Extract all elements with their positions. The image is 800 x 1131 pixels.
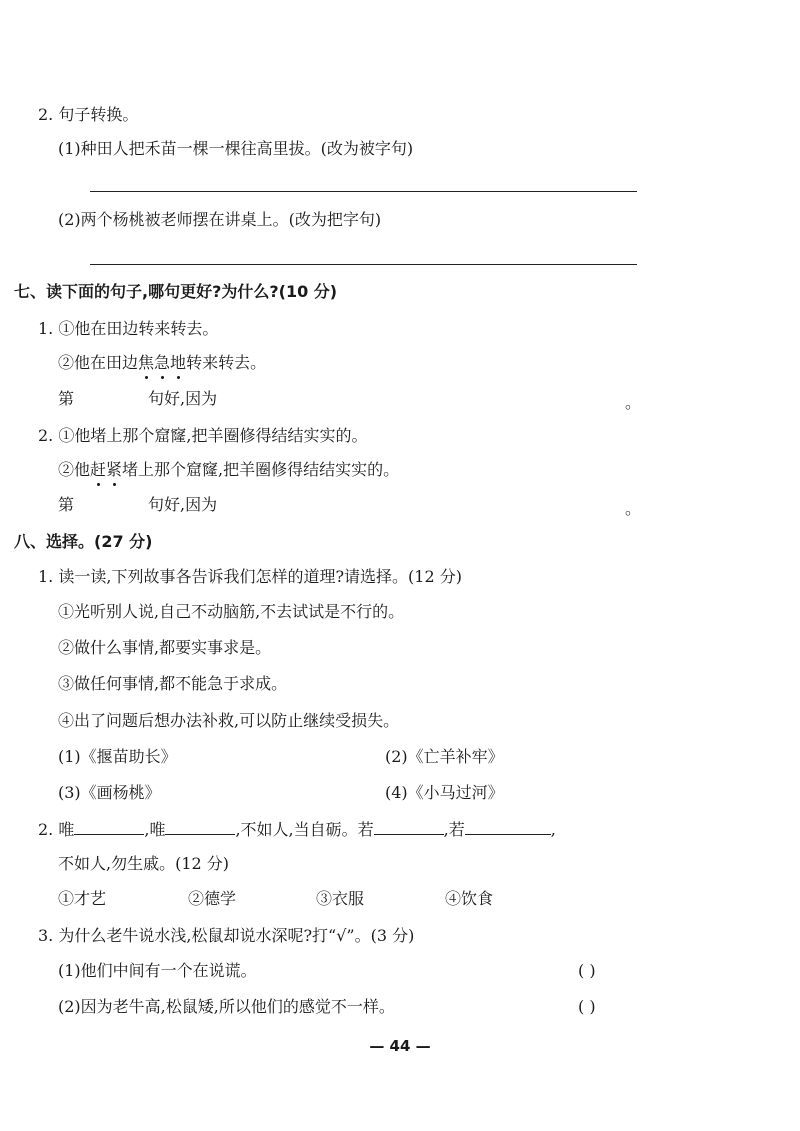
text: ②他 — [58, 460, 91, 479]
sentence-1: (1)种田人把禾苗一棵一棵往高里拔。(改为被字句) — [58, 139, 414, 158]
fill-blank-sentence — [38, 818, 556, 841]
emphasis-char: 紧 — [106, 460, 123, 479]
answer-end: 。 — [625, 499, 642, 518]
choice: ②德学 — [188, 889, 237, 908]
question-title: 2. 句子转换。 — [38, 105, 139, 124]
choice: ①才艺 — [58, 889, 107, 908]
text: ,不如人,当自砺。若 — [235, 820, 374, 839]
option: ②做什么事情,都要实事求是。 — [58, 638, 272, 657]
answer-line[interactable] — [90, 191, 637, 192]
sentence: 2. ①他堵上那个窟窿,把羊圈修得结结实实的。 — [38, 426, 368, 445]
story-item: (4)《小马过河》 — [385, 783, 504, 802]
section-heading: 八、选择。(27 分) — [14, 532, 153, 551]
text: , — [550, 820, 556, 839]
answer-end: 。 — [625, 393, 642, 412]
sentence — [58, 459, 399, 481]
blank[interactable] — [165, 818, 235, 835]
option: ③做任何事情,都不能急于求成。 — [58, 674, 288, 693]
story-item: (3)《画杨桃》 — [58, 783, 161, 802]
sentence: 1. ①他在田边转来转去。 — [38, 319, 219, 338]
answer-bracket[interactable]: ( ) — [578, 961, 596, 980]
emphasis-char: 赶 — [90, 460, 107, 479]
question-title: 3. 为什么老牛说水浅,松鼠却说水深呢?打“√”。(3 分) — [38, 926, 415, 945]
choice: ④饮食 — [445, 889, 494, 908]
text: ,唯 — [144, 820, 166, 839]
answer-prompt-di: 第 — [58, 389, 75, 408]
story-item: (1)《揠苗助长》 — [58, 747, 177, 766]
emphasis-char: 地 — [170, 353, 187, 372]
sentence-2: (2)两个杨桃被老师摆在讲桌上。(改为把字句) — [58, 210, 382, 229]
text: ②他在田边 — [58, 353, 139, 372]
option: ④出了问题后想办法补救,可以防止继续受损失。 — [58, 711, 400, 730]
answer-line[interactable] — [90, 264, 637, 265]
emphasis-char: 急 — [154, 353, 171, 372]
sentence — [58, 352, 266, 374]
answer-bracket[interactable]: ( ) — [578, 997, 596, 1016]
blank[interactable] — [374, 818, 444, 835]
emphasis-char: 焦 — [138, 353, 155, 372]
judgement-item: (2)因为老牛高,松鼠矮,所以他们的感觉不一样。 — [58, 997, 395, 1016]
text: 转来转去。 — [186, 353, 267, 372]
answer-prompt-di: 第 — [58, 495, 75, 514]
judgement-item: (1)他们中间有一个在说谎。 — [58, 961, 257, 980]
answer-prompt: 句好,因为 — [148, 389, 218, 408]
blank[interactable] — [465, 818, 551, 835]
option: ①光听别人说,自己不动脑筋,不去试试是不行的。 — [58, 602, 405, 621]
text: 堵上那个窟窿,把羊圈修得结结实实的。 — [122, 460, 400, 479]
page-number: — 44 — — [369, 1037, 431, 1055]
choice: ③衣服 — [316, 889, 365, 908]
story-item: (2)《亡羊补牢》 — [385, 747, 504, 766]
blank[interactable] — [74, 818, 144, 835]
question-title: 1. 读一读,下列故事各告诉我们怎样的道理?请选择。(12 分) — [38, 567, 462, 586]
answer-prompt: 句好,因为 — [148, 495, 218, 514]
text: ,若 — [443, 820, 465, 839]
section-heading: 七、读下面的句子,哪句更好?为什么?(10 分) — [14, 282, 338, 301]
sentence: 不如人,勿生戚。(12 分) — [58, 854, 230, 873]
text: 2. 唯 — [38, 820, 75, 839]
